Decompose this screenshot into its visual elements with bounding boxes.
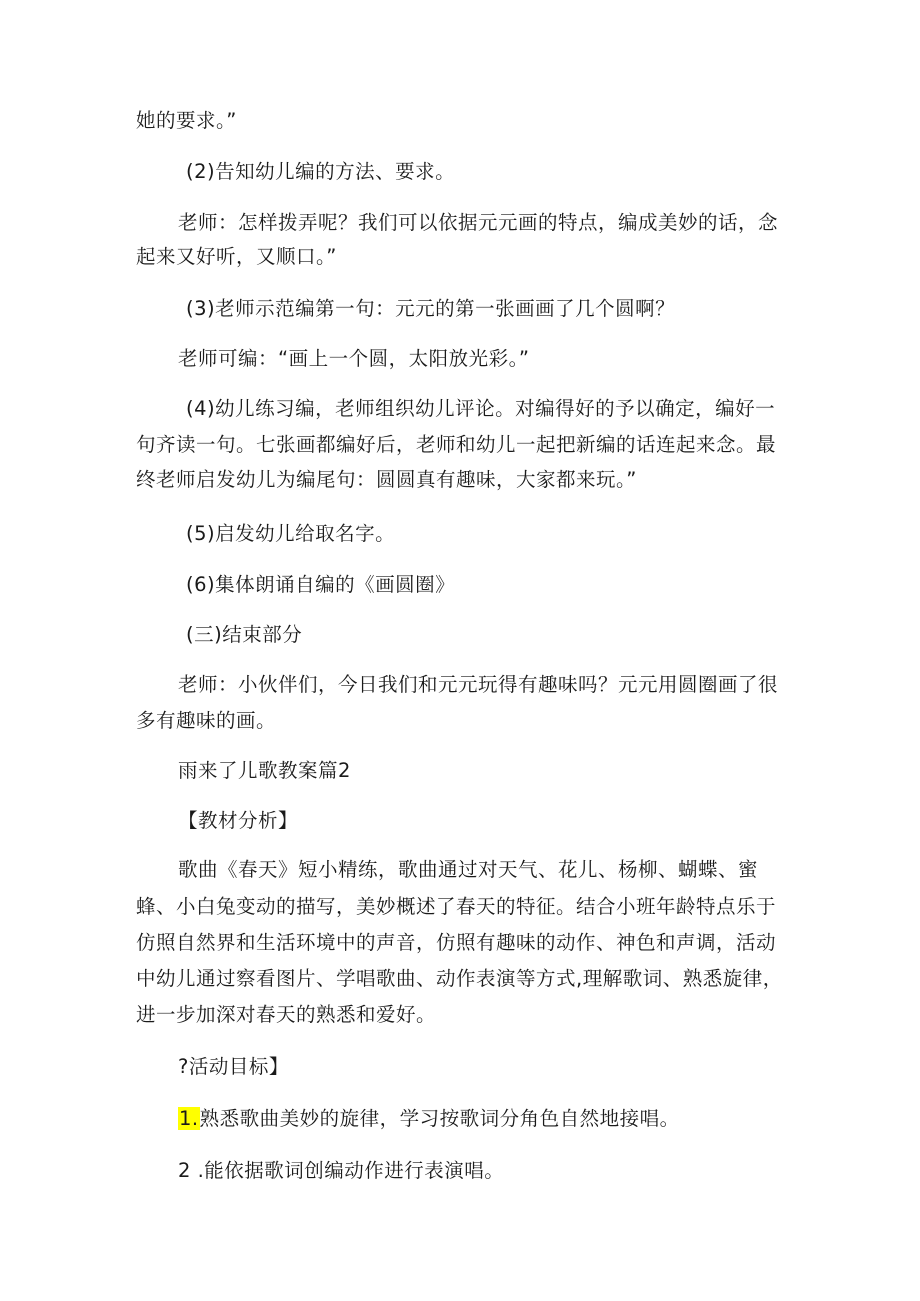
text-line: 终老师启发幼儿为编尾句：圆圆真有趣味，大家都来玩。” <box>136 468 637 491</box>
text-line: 歌曲《春天》短小精练，歌曲通过对天气、花儿、杨柳、蝴蝶、蜜 <box>178 858 759 881</box>
text-line: 进一步加深对春天的熟悉和爱好。 <box>136 1003 437 1026</box>
text-line: (5)启发幼儿给取名字。 <box>186 522 396 545</box>
list-item-text: 熟悉歌曲美妙的旋律，学习按歌词分角色自然地接唱。 <box>199 1107 680 1130</box>
text-line: (2)告知幼儿编的方法、要求。 <box>186 160 456 183</box>
subsection-heading: 【教材分析】 <box>178 809 299 832</box>
text-line: 老师可编：“画上一个圆，太阳放光彩。” <box>178 347 530 370</box>
text-line: (三)结束部分 <box>186 623 303 646</box>
text-line: (6)集体朗诵自编的《画圆圈》 <box>186 573 456 596</box>
text-line: 中幼儿通过察看图片、学唱歌曲、动作表演等方式,理解歌词、熟悉旋律， <box>136 967 783 990</box>
text-line: 老师：小伙伴们，今日我们和元元玩得有趣味吗？元元用圆圈画了很 <box>178 673 779 696</box>
list-item <box>178 1106 680 1132</box>
text-line: 她的要求。” <box>136 109 237 132</box>
text-line: (4)幼儿练习编，老师组织幼儿评论。对编得好的予以确定，编好一 <box>186 397 776 420</box>
text-line: 句齐读一句。七张画都编好后，老师和幼儿一起把新编的话连起来念。最 <box>136 433 777 456</box>
highlighted-marker: 1. <box>179 1107 199 1130</box>
text-line: 仿照自然界和生活环境中的声音，仿照有趣味的动作、神色和声调，活动 <box>136 931 777 954</box>
text-line: 多有趣味的画。 <box>136 709 277 732</box>
text-line: 起来又好听，又顺口。” <box>136 245 337 268</box>
text-line: 蜂、小白兔变动的描写，美妙概述了春天的特征。结合小班年龄特点乐于 <box>136 895 777 918</box>
text-line: 老师：怎样拨弄呢？我们可以依据元元画的特点，编成美妙的话，念 <box>178 211 779 234</box>
subsection-heading: ?活动目标】 <box>178 1055 289 1078</box>
section-heading: 雨来了儿歌教案篇2 <box>178 759 351 782</box>
list-item: 2 .能依据歌词创编动作进行表演唱。 <box>178 1159 505 1182</box>
text-line: (3)老师示范编第一句：元元的第一张画画了几个圆啊？ <box>186 297 676 320</box>
